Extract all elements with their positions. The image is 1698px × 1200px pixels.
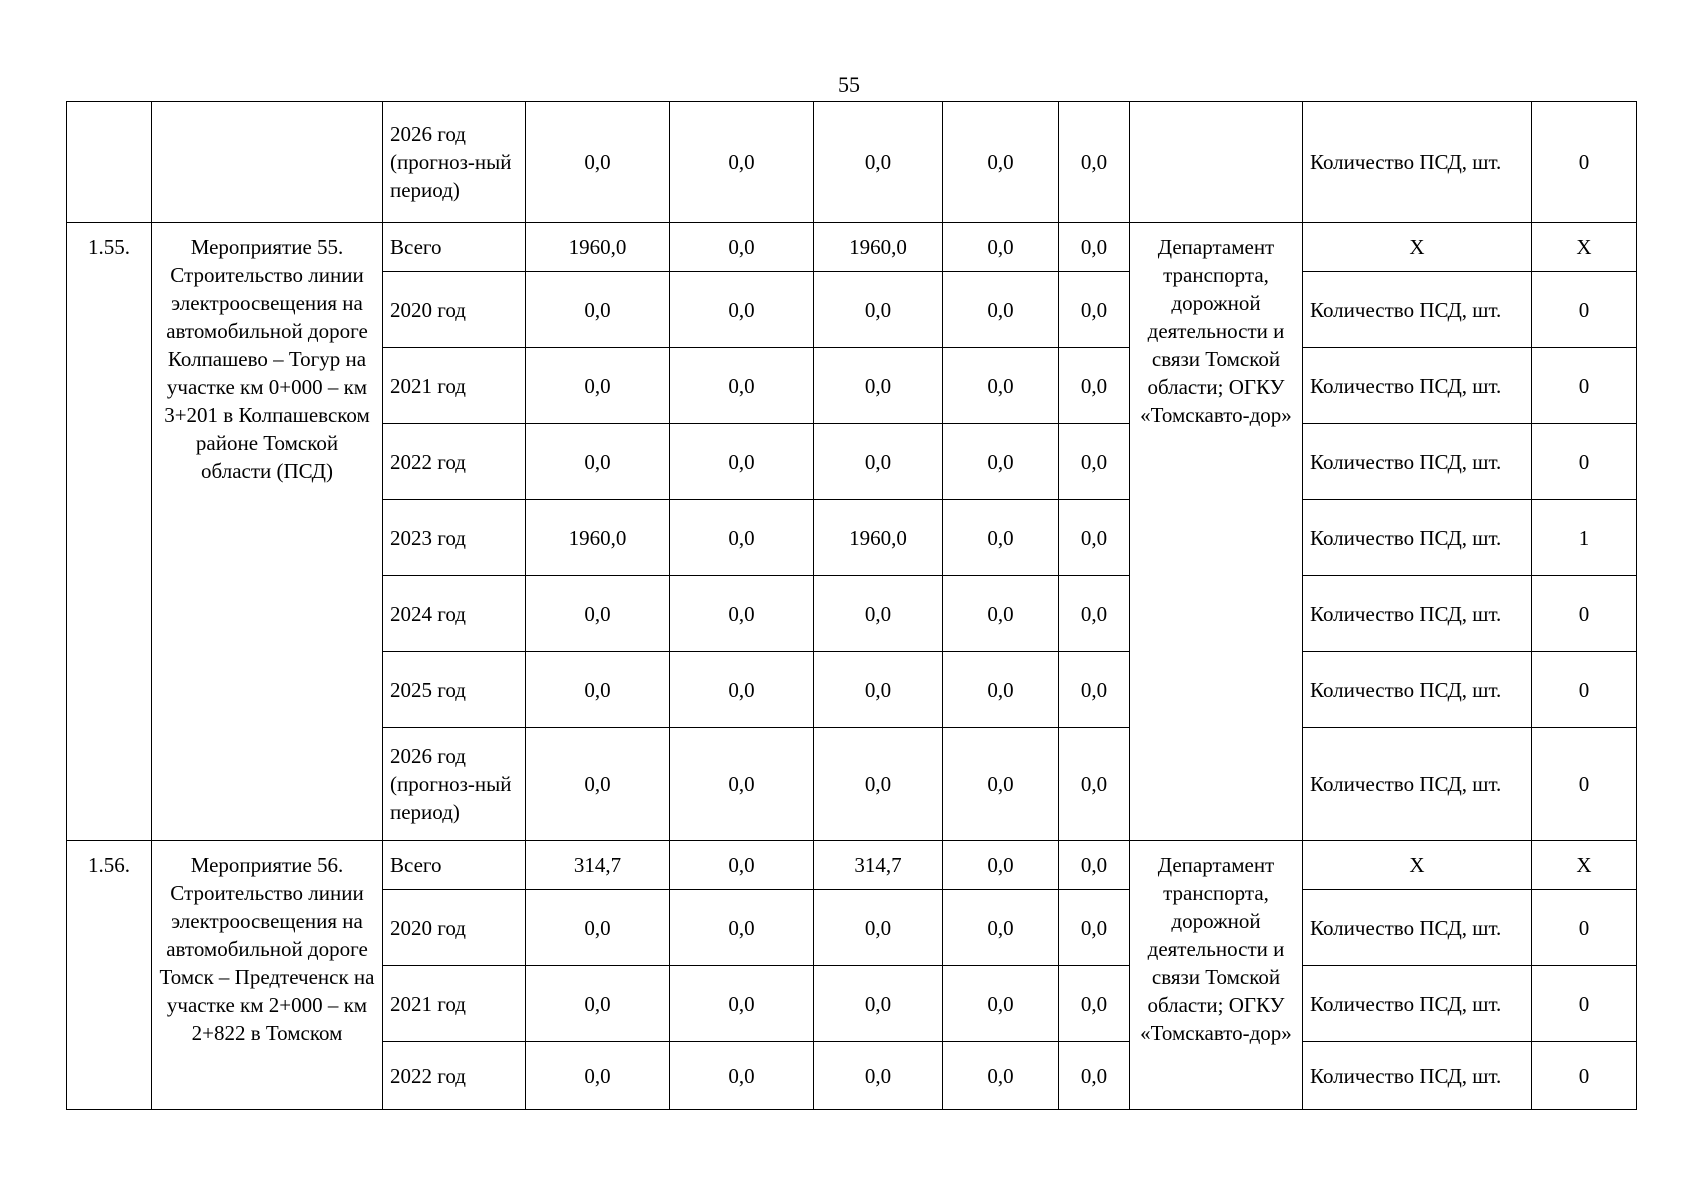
value-other: 0,0 — [1059, 348, 1130, 424]
value-total: 0,0 — [526, 1042, 670, 1110]
value-regional: 0,0 — [814, 890, 943, 966]
value-total: 1960,0 — [526, 223, 670, 272]
value-total: 0,0 — [526, 890, 670, 966]
value-local: 0,0 — [943, 890, 1059, 966]
period-cell: 2025 год — [383, 652, 526, 728]
table-row — [67, 841, 1637, 890]
indicator-value: 0 — [1532, 966, 1637, 1042]
executor-cell — [1130, 102, 1303, 223]
period-cell: 2022 год — [383, 1042, 526, 1110]
period-cell: 2021 год — [383, 348, 526, 424]
executor: Департамент транспорта, дорожной деятельности и связи Томской области; ОГКУ «Томскавто-дор» — [1130, 841, 1303, 1110]
value-total: 0,0 — [526, 102, 670, 223]
indicator-value: 0 — [1532, 272, 1637, 348]
value-total: 314,7 — [526, 841, 670, 890]
value-regional: 0,0 — [814, 272, 943, 348]
indicator-value: 0 — [1532, 1042, 1637, 1110]
indicator-cell: Количество ПСД, шт. — [1303, 966, 1532, 1042]
value-total: 0,0 — [526, 966, 670, 1042]
value-regional: 0,0 — [814, 966, 943, 1042]
value-total: 1960,0 — [526, 500, 670, 576]
value-other: 0,0 — [1059, 890, 1130, 966]
indicator-value: 0 — [1532, 890, 1637, 966]
indicator-value: 1 — [1532, 500, 1637, 576]
value-other: 0,0 — [1059, 966, 1130, 1042]
period-cell: Всего — [383, 223, 526, 272]
period-cell: 2024 год — [383, 576, 526, 652]
value-regional: 0,0 — [814, 652, 943, 728]
indicator-cell: Количество ПСД, шт. — [1303, 102, 1532, 223]
value-regional: 1960,0 — [814, 223, 943, 272]
indicator-cell: Х — [1303, 223, 1532, 272]
value-regional: 0,0 — [814, 348, 943, 424]
value-federal: 0,0 — [670, 966, 814, 1042]
value-total: 0,0 — [526, 728, 670, 841]
period-cell: 2026 год (прогноз-ный период) — [383, 728, 526, 841]
value-local: 0,0 — [943, 223, 1059, 272]
value-total: 0,0 — [526, 652, 670, 728]
measure-number: 1.56. — [67, 841, 152, 1110]
value-total: 0,0 — [526, 348, 670, 424]
period-cell: Всего — [383, 841, 526, 890]
value-local: 0,0 — [943, 1042, 1059, 1110]
value-federal: 0,0 — [670, 348, 814, 424]
value-local: 0,0 — [943, 728, 1059, 841]
period-cell: 2021 год — [383, 966, 526, 1042]
value-federal: 0,0 — [670, 272, 814, 348]
measure-name-cell — [152, 102, 383, 223]
value-other: 0,0 — [1059, 223, 1130, 272]
indicator-value: 0 — [1532, 424, 1637, 500]
value-local: 0,0 — [943, 348, 1059, 424]
value-federal: 0,0 — [670, 424, 814, 500]
period-cell: 2020 год — [383, 890, 526, 966]
value-regional: 0,0 — [814, 728, 943, 841]
table-row — [67, 102, 1637, 223]
value-regional: 0,0 — [814, 1042, 943, 1110]
value-federal: 0,0 — [670, 890, 814, 966]
table-row — [67, 223, 1637, 272]
value-federal: 0,0 — [670, 223, 814, 272]
value-federal: 0,0 — [670, 728, 814, 841]
value-local: 0,0 — [943, 500, 1059, 576]
value-regional: 1960,0 — [814, 500, 943, 576]
value-other: 0,0 — [1059, 102, 1130, 223]
indicator-value: Х — [1532, 841, 1637, 890]
value-local: 0,0 — [943, 424, 1059, 500]
indicator-cell: Количество ПСД, шт. — [1303, 348, 1532, 424]
indicator-value: 0 — [1532, 102, 1637, 223]
value-other: 0,0 — [1059, 424, 1130, 500]
value-other: 0,0 — [1059, 728, 1130, 841]
indicator-value: 0 — [1532, 576, 1637, 652]
indicator-cell: Количество ПСД, шт. — [1303, 652, 1532, 728]
value-local: 0,0 — [943, 102, 1059, 223]
indicator-value: 0 — [1532, 728, 1637, 841]
indicator-value: Х — [1532, 223, 1637, 272]
value-regional: 0,0 — [814, 576, 943, 652]
value-other: 0,0 — [1059, 500, 1130, 576]
measure-name: Мероприятие 55. Строительство линии электроосвещения на автомобильной дороге Колпашево – Тогур на участке км 0+000 – км 3+201 в Колпашевском районе Томской области (ПСД) — [152, 223, 383, 841]
value-federal: 0,0 — [670, 500, 814, 576]
value-other: 0,0 — [1059, 272, 1130, 348]
program-table — [66, 101, 1637, 1110]
indicator-value: 0 — [1532, 348, 1637, 424]
indicator-cell: Количество ПСД, шт. — [1303, 1042, 1532, 1110]
indicator-cell: Количество ПСД, шт. — [1303, 272, 1532, 348]
value-federal: 0,0 — [670, 1042, 814, 1110]
period-cell: 2022 год — [383, 424, 526, 500]
indicator-cell: Количество ПСД, шт. — [1303, 500, 1532, 576]
period-cell: 2020 год — [383, 272, 526, 348]
value-other: 0,0 — [1059, 652, 1130, 728]
value-federal: 0,0 — [670, 841, 814, 890]
measure-name: Мероприятие 56. Строительство линии электроосвещения на автомобильной дороге Томск – Предтеченск на участке км 2+000 – км 2+822 в Томском — [152, 841, 383, 1110]
value-local: 0,0 — [943, 652, 1059, 728]
indicator-cell: Х — [1303, 841, 1532, 890]
value-total: 0,0 — [526, 424, 670, 500]
indicator-cell: Количество ПСД, шт. — [1303, 890, 1532, 966]
value-federal: 0,0 — [670, 652, 814, 728]
value-regional: 0,0 — [814, 424, 943, 500]
page-number: 55 — [838, 72, 860, 97]
period-cell: 2026 год (прогноз-ный период) — [383, 102, 526, 223]
value-local: 0,0 — [943, 841, 1059, 890]
value-federal: 0,0 — [670, 102, 814, 223]
indicator-cell: Количество ПСД, шт. — [1303, 728, 1532, 841]
value-federal: 0,0 — [670, 576, 814, 652]
value-local: 0,0 — [943, 576, 1059, 652]
measure-number-cell — [67, 102, 152, 223]
indicator-cell: Количество ПСД, шт. — [1303, 424, 1532, 500]
measure-number: 1.55. — [67, 223, 152, 841]
indicator-cell: Количество ПСД, шт. — [1303, 576, 1532, 652]
value-regional: 0,0 — [814, 102, 943, 223]
value-total: 0,0 — [526, 272, 670, 348]
value-local: 0,0 — [943, 272, 1059, 348]
value-local: 0,0 — [943, 966, 1059, 1042]
indicator-value: 0 — [1532, 652, 1637, 728]
executor: Департамент транспорта, дорожной деятельности и связи Томской области; ОГКУ «Томскавто-дор» — [1130, 223, 1303, 841]
value-other: 0,0 — [1059, 576, 1130, 652]
value-total: 0,0 — [526, 576, 670, 652]
value-other: 0,0 — [1059, 841, 1130, 890]
period-cell: 2023 год — [383, 500, 526, 576]
value-other: 0,0 — [1059, 1042, 1130, 1110]
value-regional: 314,7 — [814, 841, 943, 890]
